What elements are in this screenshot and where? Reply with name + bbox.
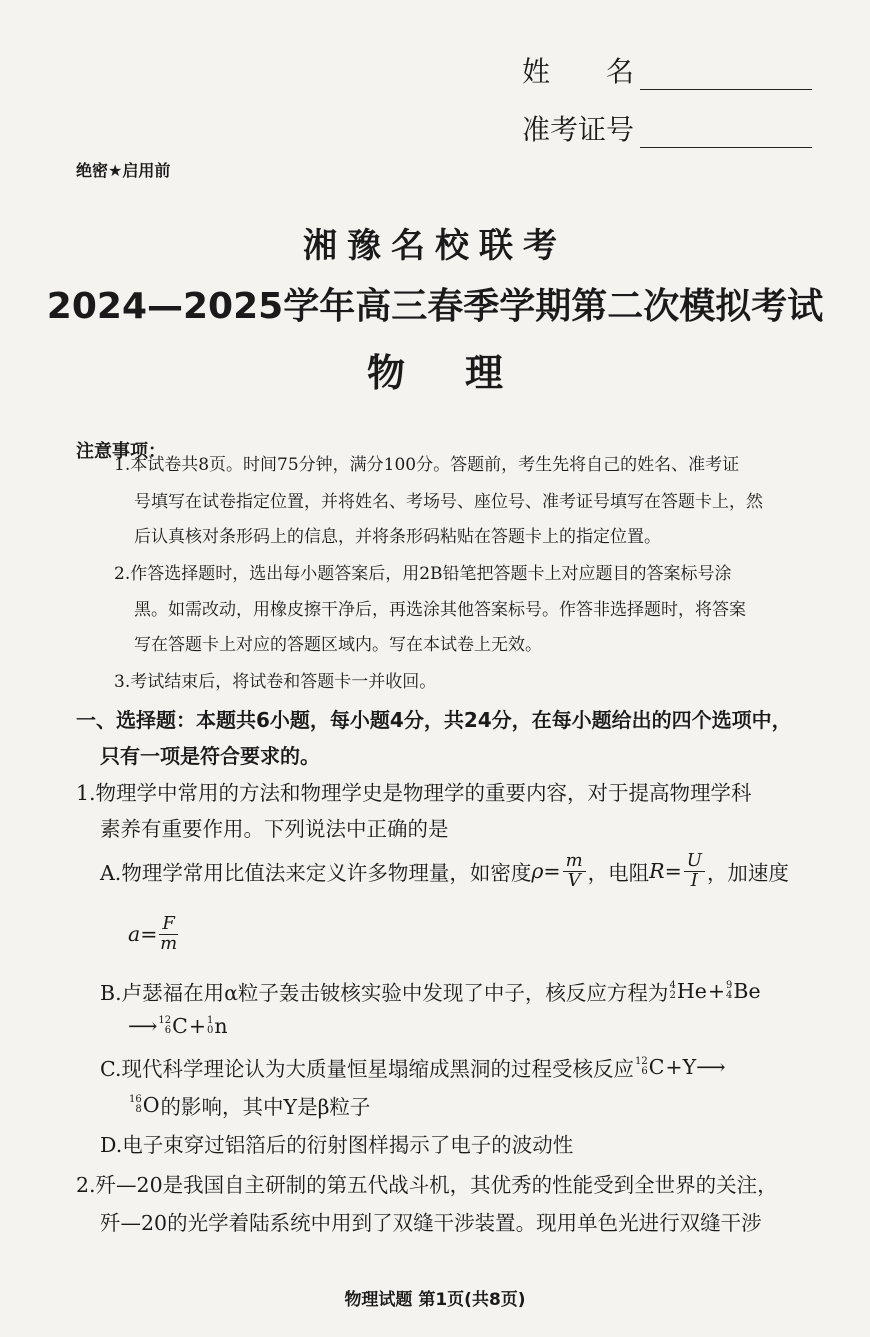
q1-option-b [100,976,762,1006]
q1-a-text: A.物理学常用比值法来定义许多物理量，如密度 [100,861,532,886]
secret-label: 绝密★启用前 [76,161,171,180]
q1-b-plus: + [707,979,726,1003]
o-charge: 8 [135,1104,142,1115]
notice-heading-text: 注意事项： [76,441,166,462]
q1-b-carbon [158,1014,187,1038]
q1-a-R: R= [649,859,682,884]
be-symbol: Be [733,979,761,1003]
c2-charge: 6 [641,1066,648,1077]
q1-c-plus-y: +Y⟶ [665,1055,726,1079]
id-field [522,108,812,148]
he-charge: 2 [669,990,676,1001]
q1-b-helium [669,979,706,1003]
c-mass: 12 [158,1015,172,1026]
q1-c-carbon [635,1055,664,1079]
notice-line-3: 后认真核对条形码上的信息，并将条形码粘贴在答题卡上的指定位置。 [134,527,661,547]
q1-a-rho: ρ= [531,859,561,884]
q1-a-density-fraction [563,852,586,891]
notice-line-1: 1.本试卷共8页。时间75分钟，满分100分。答题前，考生先将自己的姓名、准考证 [114,455,740,475]
q1-a-F: F [159,915,178,935]
c-charge: 6 [164,1025,172,1036]
c2-symbol: C [648,1055,665,1079]
notice-line-5: 黑。如需改动，用橡皮擦干净后，再选涂其他答案标号。作答非选择题时，将答案 [134,600,746,620]
q2-stem-line-1: 2.歼—20是我国自主研制的第五代战斗机，其优秀的性能受到全世界的关注， [76,1173,778,1197]
q1-b-arrow: ⟶ [128,1014,158,1038]
q2-stem-line-2: 歼—20的光学着陆系统中用到了双缝干涉装置。现用单色光进行双缝干涉 [100,1211,762,1235]
name-label: 姓 名 [522,55,635,88]
q1-b-neutron [207,1014,228,1038]
q1-a-m: m [563,852,586,872]
o-mass: 16 [129,1094,142,1105]
q1-a-U: U [684,852,705,872]
exam-title: 2024—2025学年高三春季学期第二次模拟考试 [46,286,824,327]
notice-line-4: 2.作答选择题时，选出每小题答案后，用2B铅笔把答题卡上对应题目的答案标号涂 [114,564,732,584]
q1-a-m2: m [160,932,178,954]
q1-stem-line-1: 1.物理学中常用的方法和物理学史是物理学的重要内容，对于提高物理学科 [76,781,752,805]
org-title: 湘豫名校联考 [303,226,567,266]
q1-b-text: B.卢瑟福在用α粒子轰击铍核实验中发现了中子，核反应方程为 [100,981,669,1005]
notice-line-7: 3.考试结束后，将试卷和答题卡一并收回。 [114,672,437,692]
q1-a-tail: ，加速度 [706,861,789,886]
q1-option-d: D.电子束穿过铝箔后的衍射图样揭示了电子的波动性 [100,1133,574,1157]
notice-line-6: 写在答题卡上对应的答题区域内。写在本试卷上无效。 [134,635,542,655]
name-field [522,50,812,90]
id-line [640,121,812,148]
q1-a-resistance-fraction [684,852,705,891]
q1-stem-line-2: 素养有重要作用。下列说法中正确的是 [100,817,449,841]
q1-b-plus2: + [188,1014,206,1038]
q1-a-acceleration-fraction [159,915,178,954]
q1-c-tail: 的影响，其中Y是β粒子 [160,1095,371,1119]
q1-b-beryllium [726,979,761,1003]
q1-a-V: V [567,869,581,891]
q1-a-mid: ，电阻 [587,861,650,886]
n-symbol: n [214,1014,228,1038]
q1-option-a-cont [128,915,180,954]
q1-c-text: C.现代科学理论认为大质量恒星塌缩成黑洞的过程受核反应 [100,1057,634,1081]
q1-option-c-cont [128,1090,370,1120]
subject-title: 物理 [366,351,563,395]
name-line [640,63,812,90]
be-charge: 4 [726,990,733,1001]
q1-option-c [100,1052,726,1082]
q1-c-oxygen [129,1093,160,1117]
q1-a-I: I [690,869,698,891]
he-symbol: He [676,979,707,1003]
c2-mass: 12 [634,1056,648,1067]
section-heading-line-2: 只有一项是符合要求的。 [100,744,320,768]
n-mass: 1 [207,1015,214,1026]
q1-a-a: a= [128,922,158,947]
he-mass: 4 [669,980,676,991]
c-symbol: C [172,1014,188,1038]
o-symbol: O [142,1093,160,1117]
notice-line-2: 号填写在试卷指定位置，并将姓名、考场号、座位号、准考证号填写在答题卡上，然 [134,492,763,512]
section-heading-line-1: 一、选择题：本题共6小题，每小题4分，共24分，在每小题给出的四个选项中， [76,708,792,732]
n-charge: 0 [207,1025,214,1036]
page-footer: 物理试题 第1页(共8页) [344,1290,526,1310]
be-mass: 9 [726,980,733,991]
q1-option-b-cont [128,1014,229,1038]
id-label: 准考证号 [522,113,635,146]
q1-option-a [100,852,789,891]
